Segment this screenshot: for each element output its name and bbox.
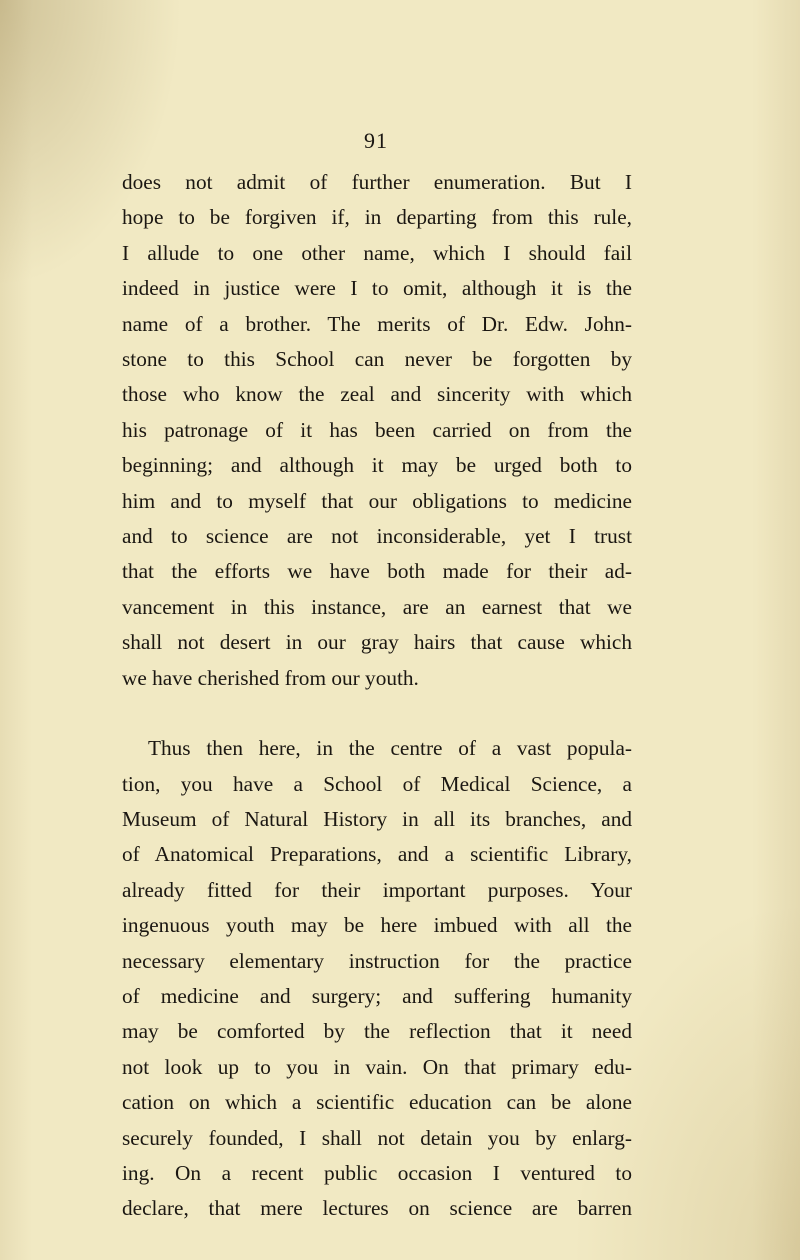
text-line: may be comforted by the reflection that it need [122, 1019, 632, 1044]
text-line: of Anatomical Preparations, and a scientific Library, [122, 842, 632, 867]
text-line: we have cherished from our youth. [122, 665, 419, 690]
text-line: necessary elementary instruction for the practice [122, 948, 632, 973]
page-number: 91 [364, 128, 388, 153]
text-line: cation on which a scientific education can be alone [122, 1090, 632, 1115]
body-text [122, 165, 632, 1227]
text-line: his patronage of it has been carried on from the [122, 417, 632, 442]
text-line: securely founded, I shall not detain you by enlarg- [122, 1125, 632, 1150]
paragraph-spacer [122, 696, 632, 731]
text-line: him and to myself that our obligations to medicine [122, 488, 632, 513]
text-line: hope to be forgiven if, in departing from this rule, [122, 205, 632, 230]
paragraph-2 [122, 731, 632, 1227]
text-line: ingenuous youth may be here imbued with all the [122, 913, 632, 938]
text-line: tion, you have a School of Medical Science, a [122, 771, 632, 796]
text-line: beginning; and although it may be urged both to [122, 453, 632, 478]
paragraph-1 [122, 165, 632, 696]
text-line: and to science are not inconsiderable, yet I trust [122, 524, 632, 549]
text-line: that the efforts we have both made for their ad- [122, 559, 632, 584]
text-line: I allude to one other name, which I should fail [122, 240, 632, 265]
text-line: those who know the zeal and sincerity with which [122, 382, 632, 407]
text-line: shall not desert in our gray hairs that cause which [122, 630, 632, 655]
text-line: ing. On a recent public occasion I ventured to [122, 1160, 632, 1185]
text-line: vancement in this instance, are an earnest that we [122, 594, 632, 619]
text-line: Museum of Natural History in all its branches, and [122, 806, 632, 831]
text-line: of medicine and surgery; and suffering humanity [122, 983, 632, 1008]
text-line: does not admit of further enumeration. But I [122, 170, 632, 194]
text-line: Thus then here, in the centre of a vast popula- [148, 736, 632, 761]
text-line: not look up to you in vain. On that primary edu- [122, 1054, 632, 1079]
text-line: name of a brother. The merits of Dr. Edw. John- [122, 311, 632, 336]
text-line: stone to this School can never be forgotten by [122, 347, 632, 372]
text-line: declare, that mere lectures on science are barren [122, 1196, 632, 1221]
text-line: already fitted for their important purposes. Your [122, 877, 632, 902]
text-line: indeed in justice were I to omit, although it is the [122, 276, 632, 301]
